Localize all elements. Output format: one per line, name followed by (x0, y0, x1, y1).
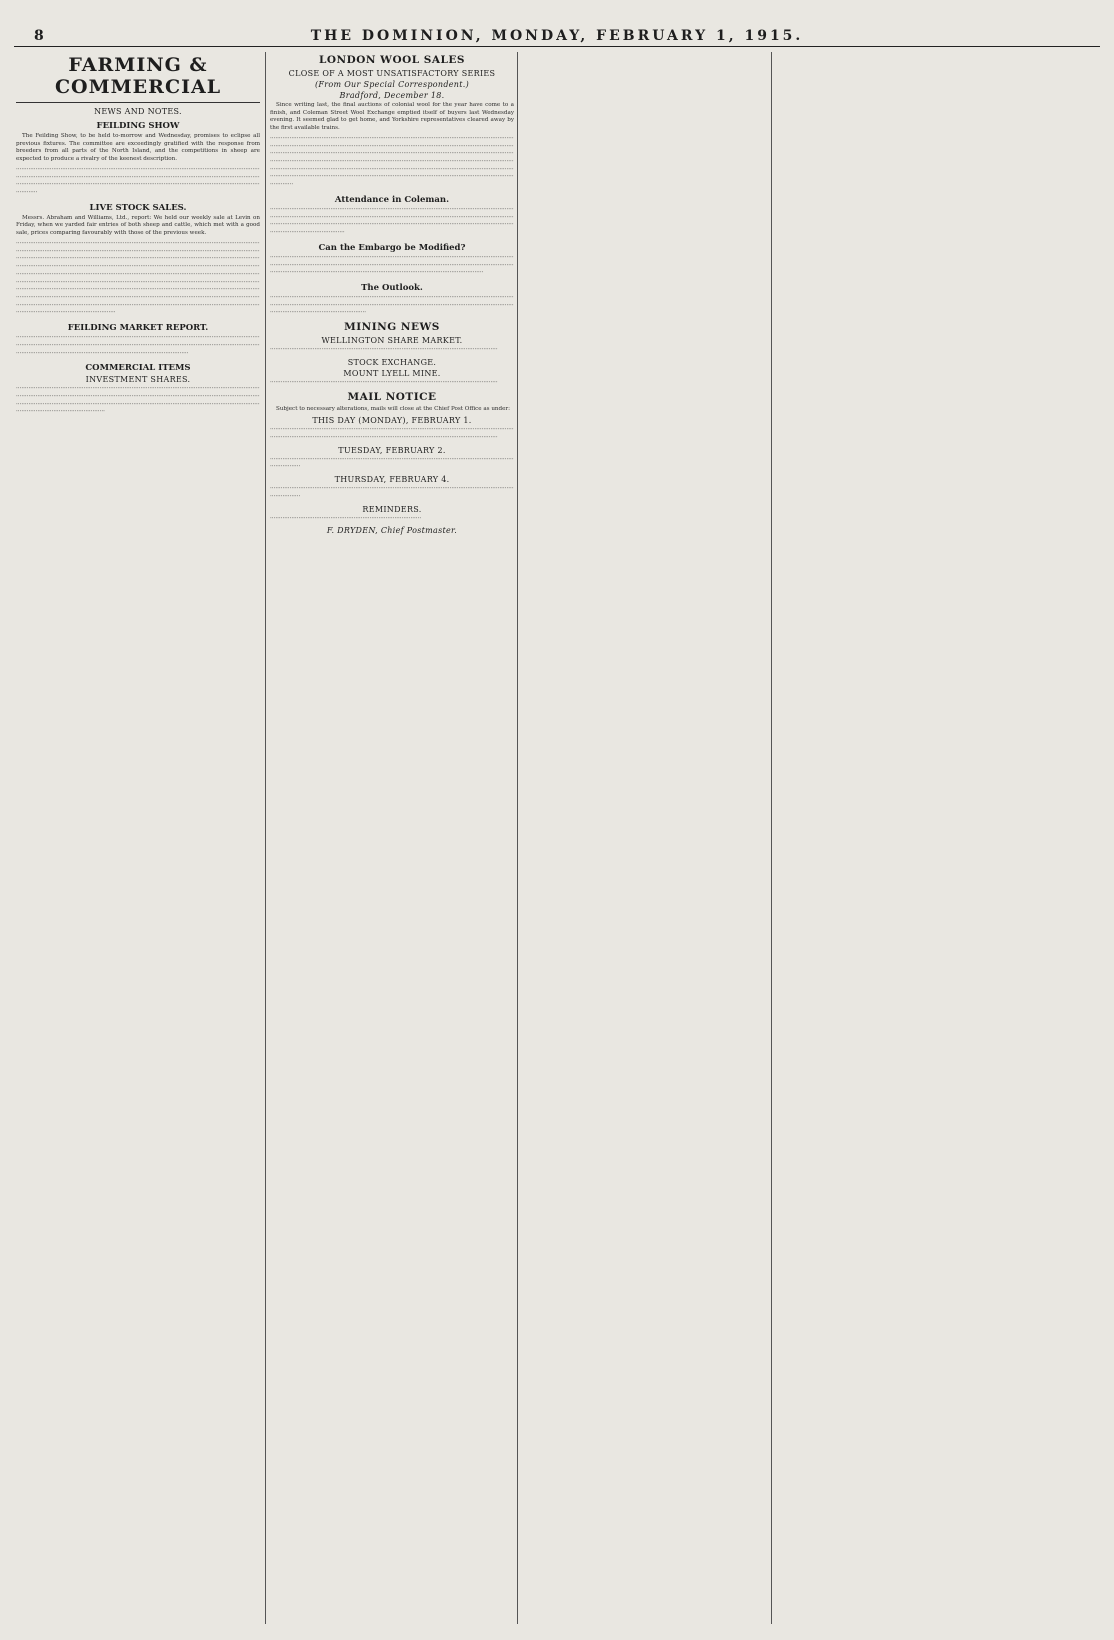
masthead (14, 28, 1100, 47)
mail-schedule-lines: ·························································································································································· (270, 486, 514, 500)
masthead-title: THE DOMINION, MONDAY, FEBRUARY 1, 1915. (310, 28, 804, 44)
live-stock-text: Messrs. Abraham and Williams, Ltd., report: We held our weekly sale at Levin on Friday, when we yarded fair entries of both sheep and cattle, which met with a good sale, prices comparing favourably with those of the previous week. (16, 214, 260, 237)
article-body-lines: ································································································································ (270, 347, 498, 354)
outlook-head: The Outlook. (361, 282, 423, 293)
page-number: 8 (34, 28, 44, 44)
feilding-show-head: FEILDING SHOW (96, 121, 180, 131)
live-stock-head: LIVE STOCK SALES. (89, 202, 187, 213)
attendance-head: Attendance in Coleman. (334, 194, 450, 205)
shipping-and-ads-column (776, 52, 1096, 1624)
london-wool-head: LONDON WOOL SALES (319, 54, 465, 66)
this-day-deck: THIS DAY (MONDAY), FEBRUARY 1. (312, 416, 472, 426)
dateline: Bradford, December 18. (339, 91, 445, 100)
article-body-lines: ·········································································································································································································································································································································································································· (270, 254, 514, 277)
article-body-lines: ········································································································································································································································································································································ (270, 294, 514, 317)
postmaster-signature: F. DRYDEN, Chief Postmaster. (326, 526, 458, 536)
column-rule (771, 52, 772, 1624)
mining-news-head: MINING NEWS (344, 321, 440, 334)
mail-schedule-lines: ····················································································· (270, 515, 422, 522)
section-title: FARMING & COMMERCIAL (16, 54, 260, 103)
correspondent-line: (From Our Special Correspondent.) (314, 80, 470, 89)
article-body-lines: ····································································································································································································································································································································································································································································· (270, 206, 514, 237)
mount-lyell-deck: MOUNT LYELL MINE. (343, 368, 441, 378)
london-wool-deck: CLOSE OF A MOST UNSATISFACTORY SERIES (288, 69, 496, 78)
commercial-items-head: COMMERCIAL ITEMS (85, 363, 191, 374)
reminders-deck: REMINDERS. (362, 504, 422, 514)
thursday-deck: THURSDAY, FEBRUARY 4. (334, 475, 450, 485)
column-rule (265, 52, 266, 1624)
article-body-lines: ··················································································································································································································································································································································································· (16, 335, 260, 357)
article-body-lines: ········································································································································································································································································································································································································································································································································································································································································································································································································································································································································································································································································································································································································································································································································· (16, 240, 260, 317)
feilding-market-head: FEILDING MARKET REPORT. (67, 323, 209, 334)
shipping-column-overlay (522, 52, 768, 1624)
embargo-head: Can the Embargo be Modified? (318, 242, 466, 253)
london-wool-column (270, 52, 514, 1624)
share-list-lines: ············································································································································································································································································································································································································································································· (16, 386, 260, 416)
article-body-lines: ··································································································································································································································································································································································································································································································································································································································································································································································································································································· (270, 135, 514, 189)
column-rule (517, 52, 518, 1624)
mail-notice-text: Subject to necessary alterations, mails will close at the Chief Post Office as under: (276, 405, 510, 412)
mail-schedule-lines: ········································································································································································································································································· (270, 427, 514, 441)
mail-schedule-lines: ·························································································································································· (270, 456, 514, 471)
article-body-lines: ································································································································ (270, 379, 498, 386)
feilding-show-text: The Feilding Show, to be held to-morrow and Wednesday, promises to eclipse all previous fixtures. The committee are exceedingly gratified with the response from breeders from all parts of the North Island, and the competitions in sheep are expected to produce a rivalry of the keenest description. (16, 133, 260, 163)
news-notes-deck: NEWS AND NOTES. (94, 107, 182, 116)
investment-shares-deck: INVESTMENT SHARES. (85, 375, 191, 385)
wool-text: Since writing last, the final auctions of colonial wool for the year have come to a finish, and Coleman Street Wool Exchange emptied itself of buyers last Wednesday evening. It seemed glad to get home, and Yorkshire representatives cleared away by the first available trains. (270, 102, 514, 132)
article-body-lines: ······································································································································································································································································································································································································································· (16, 166, 260, 197)
mail-notice-head: MAIL NOTICE (347, 390, 437, 403)
stock-exchange-deck: STOCK EXCHANGE. (347, 357, 437, 367)
tuesday-deck: TUESDAY, FEBRUARY 2. (338, 445, 446, 455)
wellington-share-deck: WELLINGTON SHARE MARKET. (321, 336, 463, 346)
farming-commercial-column (16, 52, 260, 1624)
